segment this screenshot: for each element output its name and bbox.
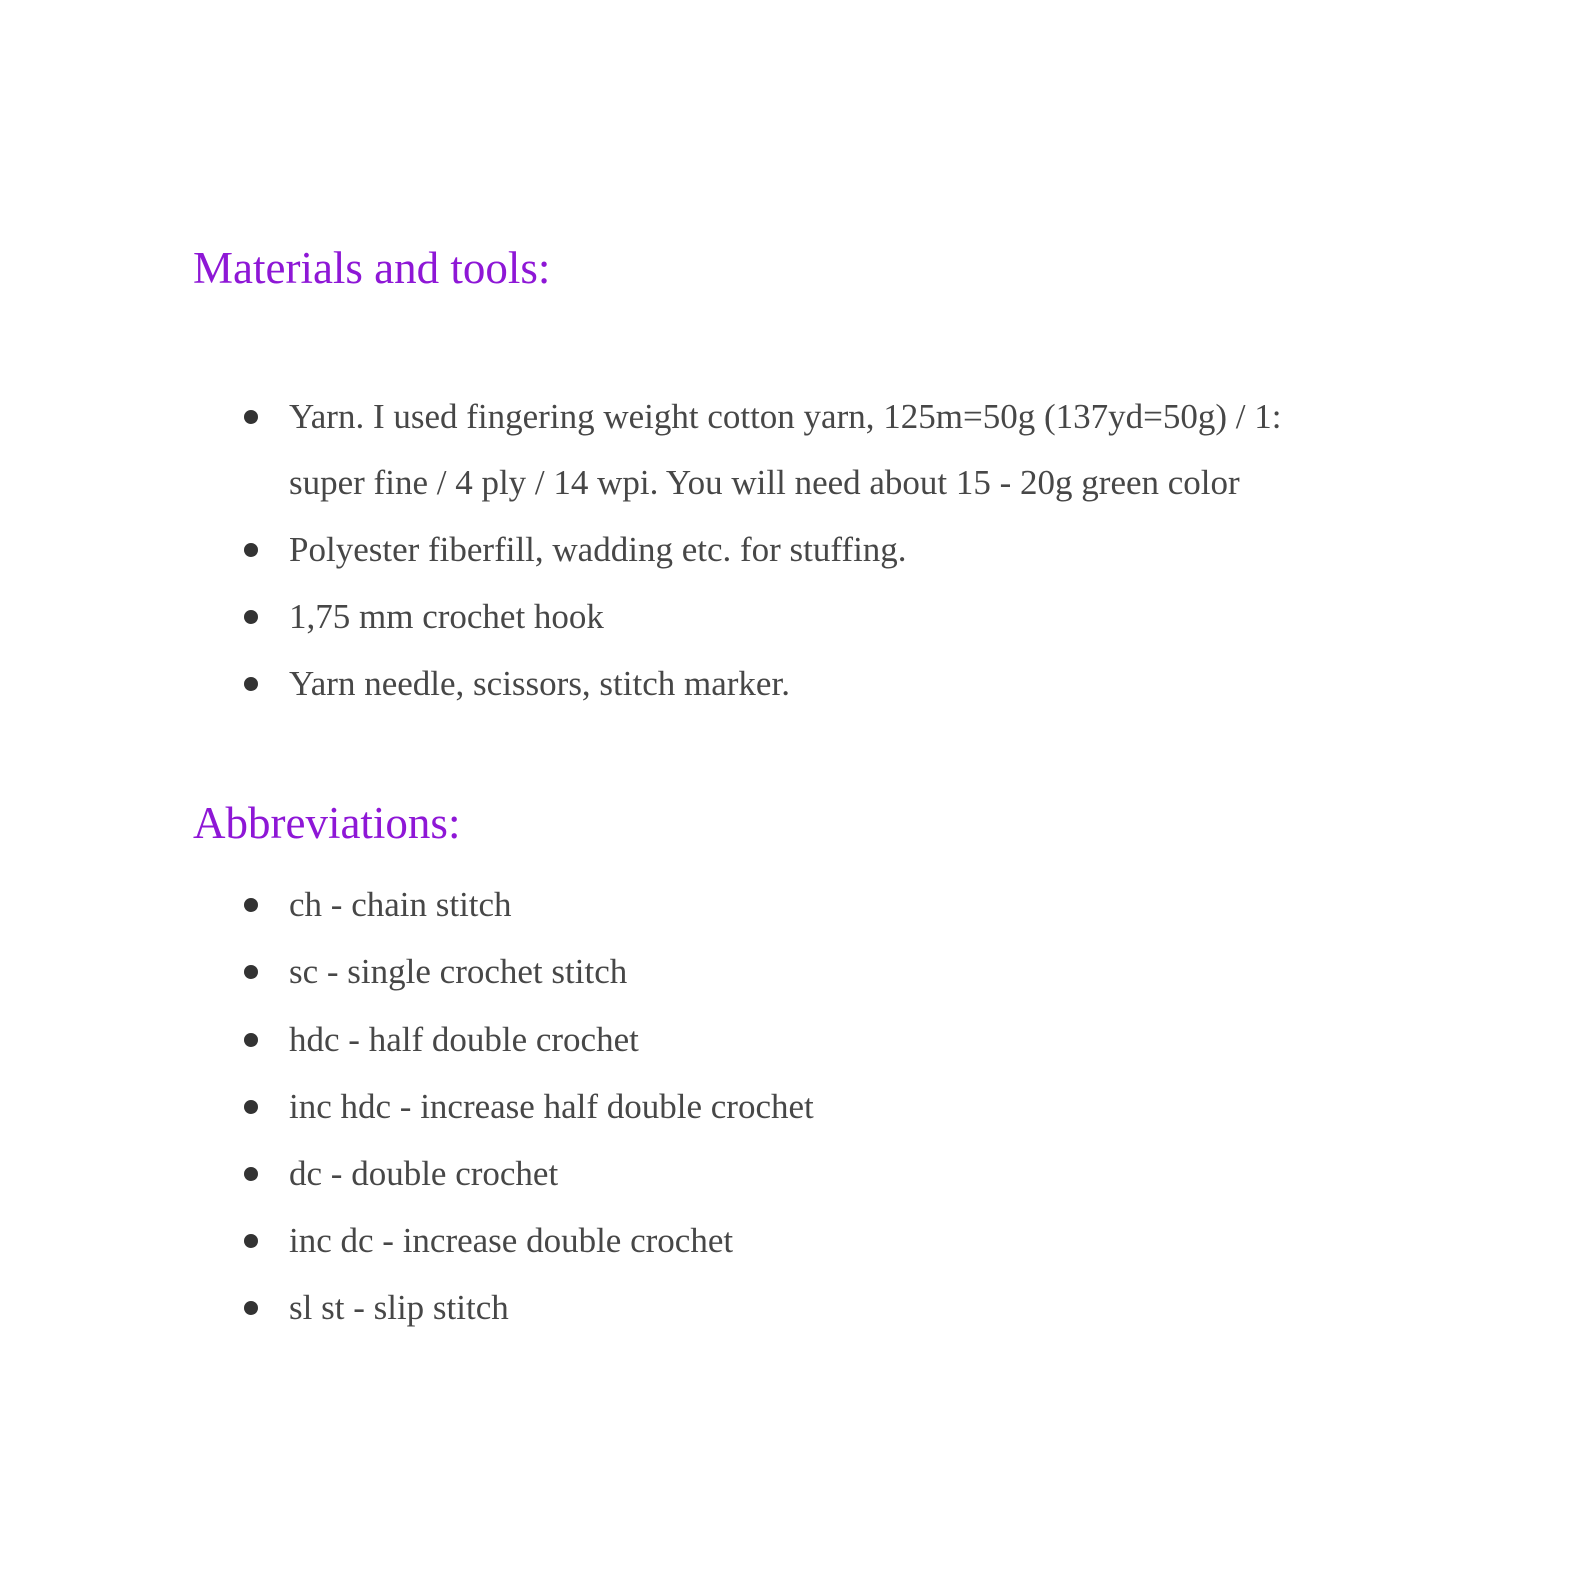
list-item-text: hdc - half double crochet xyxy=(289,1020,639,1059)
list-item-text: sl st - slip stitch xyxy=(289,1288,509,1327)
bullet-icon xyxy=(244,898,258,912)
bullet-icon xyxy=(244,543,258,557)
bullet-icon xyxy=(244,410,258,424)
bullet-icon xyxy=(244,677,258,691)
list-item-text: inc hdc - increase half double crochet xyxy=(289,1087,814,1126)
bullet-icon xyxy=(244,965,258,979)
bullet-icon xyxy=(244,1100,258,1114)
materials-heading: Materials and tools: xyxy=(193,243,551,293)
bullet-icon xyxy=(244,1167,258,1181)
abbreviations-heading: Abbreviations: xyxy=(193,798,461,848)
list-item-text: dc - double crochet xyxy=(289,1154,559,1193)
bullet-icon xyxy=(244,1234,258,1248)
list-item-text: Polyester fiberfill, wadding etc. for stuffing. xyxy=(289,530,907,569)
list-item-text: sc - single crochet stitch xyxy=(289,952,628,991)
bullet-icon xyxy=(244,1301,258,1315)
list-item-text: Yarn. I used fingering weight cotton yarn, 125m=50g (137yd=50g) / 1: super fine / 4 ply / 14 wpi. You will need about 15 - 20g green color xyxy=(289,397,1282,502)
list-item-text: Yarn needle, scissors, stitch marker. xyxy=(289,664,790,703)
list-item-text: inc dc - increase double crochet xyxy=(289,1221,734,1260)
list-item-text: ch - chain stitch xyxy=(289,885,512,924)
bullet-icon xyxy=(244,610,258,624)
bullet-icon xyxy=(244,1033,258,1047)
list-item-text: 1,75 mm crochet hook xyxy=(289,597,604,636)
